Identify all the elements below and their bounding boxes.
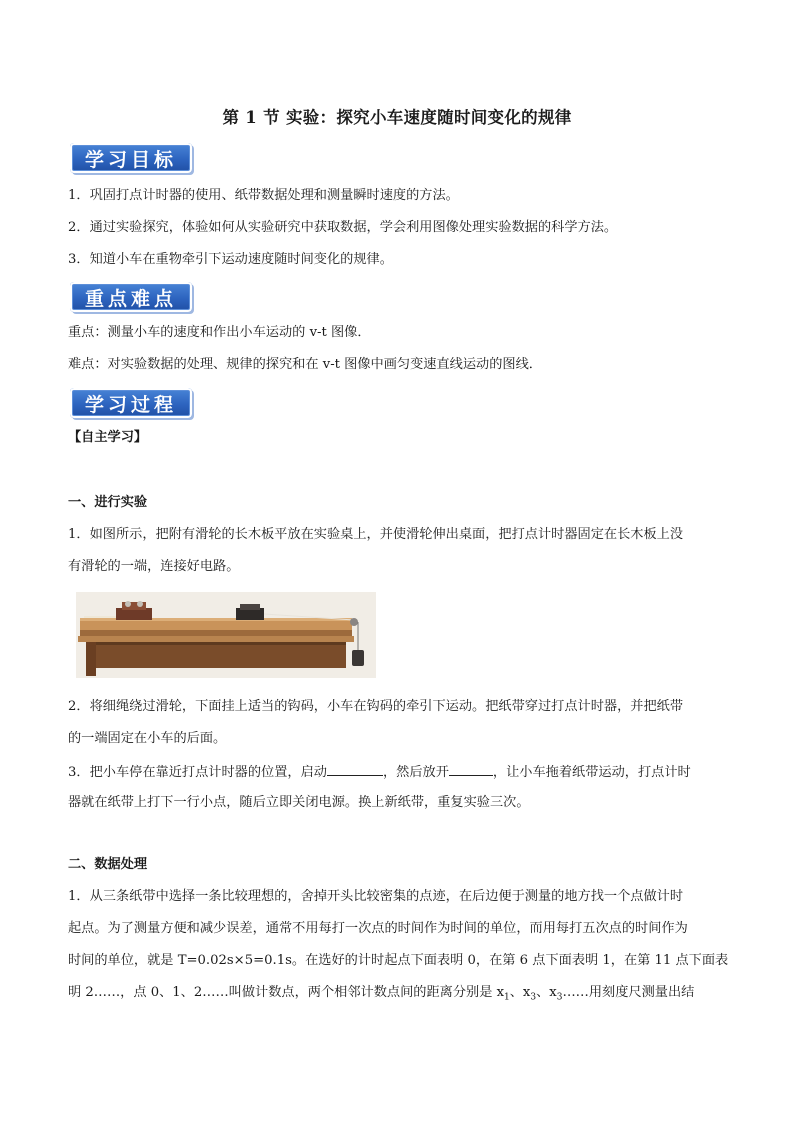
process-banner: 学习过程 (70, 388, 192, 418)
objectives-banner: 学习目标 (70, 143, 192, 173)
objective-item-1: 1．巩固打点计时器的使用、纸带数据处理和测量瞬时速度的方法。 (68, 188, 459, 203)
step1-line1: 1．如图所示，把附有滑轮的长木板平放在实验桌上，并使滑轮伸出桌面，把打点计时器固定在长木板上没 (68, 527, 684, 542)
subscript-3: 3 (556, 992, 563, 1003)
step3-line1 (68, 761, 728, 783)
subscript-2: 3 (530, 992, 537, 1003)
page-title: 第 1 节 实验：探究小车速度随时间变化的规律 (222, 108, 572, 127)
step2-line2: 的一端固定在小车的后面。 (68, 731, 227, 746)
apparatus-illustration (76, 592, 376, 678)
step3-text-c: ，让小车拖着纸带运动，打点计时 (492, 765, 691, 780)
part2-line2: 起点。为了测量方便和减少误差，通常不用每打一次点的时间作为时间的单位，而用每打五次点的时间作为 (68, 921, 688, 936)
part2-line4 (68, 983, 728, 1008)
part2-line3: 时间的单位，就是 T=0.02s×5=0.1s。在选好的计时起点下面表明 0，在第 6 点下面表明 1，在第 11 点下面表 (68, 953, 729, 968)
step3-line2: 器就在纸带上打下一行小点，随后立即关闭电源。换上新纸带，重复实验三次。 (68, 795, 530, 810)
step2-line1: 2．将细绳绕过滑轮，下面挂上适当的钩码，小车在钩码的牵引下运动。把纸带穿过打点计时器，并把纸带 (68, 699, 684, 714)
fill-blank-1[interactable] (327, 761, 383, 776)
part2-line4-c: 、x (536, 985, 557, 1000)
difficulty-text: 难点：对实验数据的处理、规律的探究和在 v-t 图像中画匀变速直线运动的图线． (68, 357, 542, 372)
objective-item-3: 3．知道小车在重物牵引下运动速度随时间变化的规律。 (68, 252, 393, 267)
focus-text: 重点：测量小车的速度和作出小车运动的 v-t 图像． (68, 325, 371, 340)
self-study-label: 【自主学习】 (68, 430, 148, 445)
step3-text-b: ，然后放开 (382, 765, 449, 780)
part2-line4-a: 明 2……，点 0、1、2……叫做计数点，两个相邻计数点间的距离分别是 x (68, 985, 505, 1000)
part2-line4-b: 、x (509, 985, 531, 1000)
subscript-1: 1 (504, 992, 510, 1003)
part2-line4-d: ……用刻度尺测量出结 (562, 985, 695, 1000)
objective-item-2: 2．通过实验探究，体验如何从实验研究中获取数据，学会利用图像处理实验数据的科学方法。 (68, 220, 618, 235)
part2-heading: 二、数据处理 (68, 857, 148, 872)
step1-line2: 有滑轮的一端，连接好电路。 (68, 559, 240, 574)
keypoints-banner: 重点难点 (70, 282, 192, 312)
experiment-apparatus-image (76, 592, 376, 678)
part2-line1: 1．从三条纸带中选择一条比较理想的，舍掉开头比较密集的点迹，在后边便于测量的地方找一个点做计时 (68, 889, 684, 904)
fill-blank-2[interactable] (449, 761, 493, 776)
part1-heading: 一、进行实验 (68, 495, 148, 510)
step3-text-a: 3．把小车停在靠近打点计时器的位置，启动 (68, 765, 327, 780)
